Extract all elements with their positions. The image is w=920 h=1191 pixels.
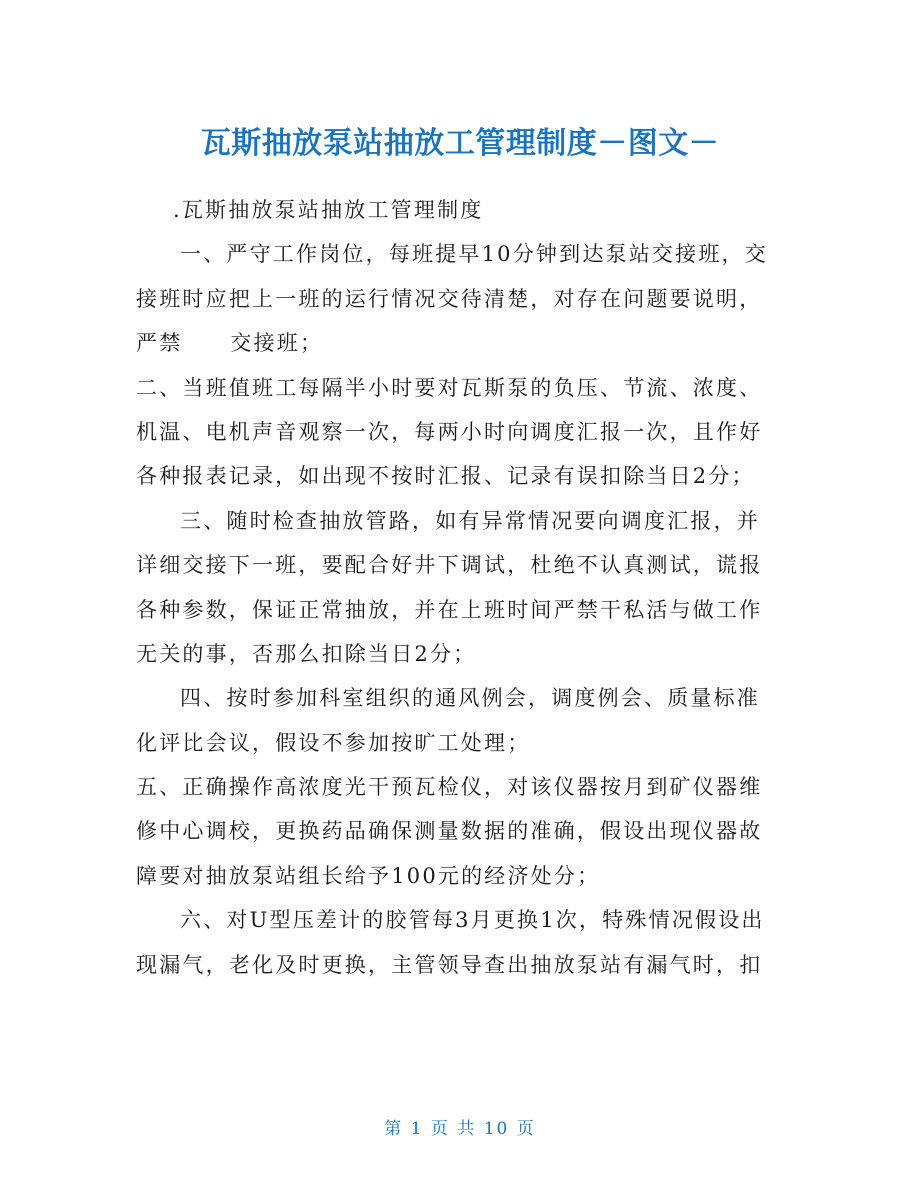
paragraph-line: 五、正确操作高浓度光干预瓦检仪，对该仪器按月到矿仪器维	[136, 775, 763, 800]
document-body	[136, 188, 786, 987]
paragraph-line: 二、当班值班工每隔半小时要对瓦斯泵的负压、节流、浓度、	[136, 375, 763, 400]
paragraph-line: 六、对U型压差计的胶管每3月更换1次，特殊情况假设出	[180, 908, 765, 933]
paragraph-line: 各种参数，保证正常抽放，并在上班时间严禁干私活与做工作	[136, 597, 763, 622]
paragraph-line: 详细交接下一班，要配合好井下调试，杜绝不认真测试，谎报	[136, 553, 763, 578]
paragraph-line: 化评比会议，假设不参加按旷工处理；	[136, 730, 531, 755]
paragraph-line: 三、随时检查抽放管路，如有异常情况要向调度汇报，并	[180, 508, 760, 533]
section-heading: .瓦斯抽放泵站抽放工管理制度	[173, 198, 484, 222]
paragraph-line: 障要对抽放泵站组长给予100元的经济处分；	[136, 863, 601, 888]
paragraph-line: 一、严守工作岗位，每班提早10分钟到达泵站交接班，交	[180, 242, 768, 267]
paragraph-line: 接班时应把上一班的运行情况交待清楚，对存在问题要说明，	[136, 286, 763, 311]
paragraph-fragment: 交接班；	[230, 331, 324, 356]
paragraph-line: 现漏气，老化及时更换，主管领导查出抽放泵站有漏气时，扣	[136, 952, 763, 977]
page-number-footer: 第 1 页 共 10 页	[384, 1119, 536, 1139]
paragraph-line: 修中心调校，更换药品确保测量数据的准确，假设出现仪器故	[136, 819, 763, 844]
paragraph-line: 无关的事，否那么扣除当日2分；	[136, 641, 477, 666]
document-title: 瓦斯抽放泵站抽放工管理制度－图文－	[200, 126, 720, 161]
paragraph-line	[136, 321, 786, 365]
paragraph-fragment: 严禁	[136, 331, 183, 356]
paragraph-line: 四、按时参加科室组织的通风例会，调度例会、质量标准	[180, 686, 760, 711]
paragraph-line: 各种报表记录，如出现不按时汇报、记录有误扣除当日2分；	[136, 464, 755, 489]
paragraph-line: 机温、电机声音观察一次，每两小时向调度汇报一次，且作好	[136, 419, 763, 444]
